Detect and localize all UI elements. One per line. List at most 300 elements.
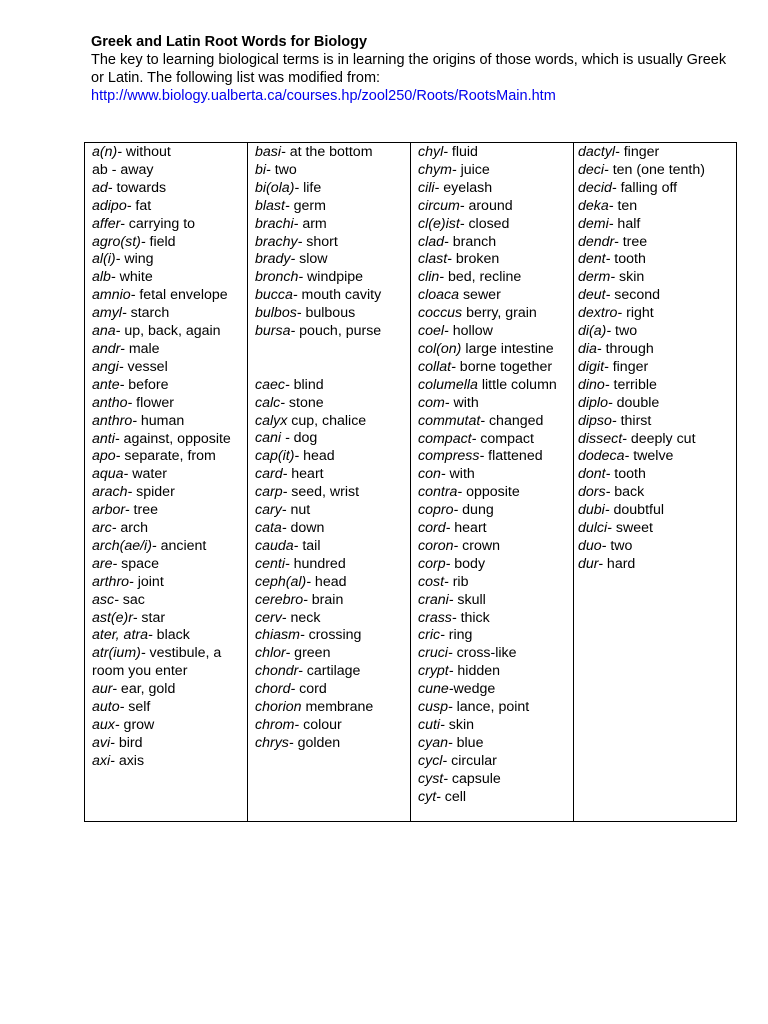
- root-entry: [255, 305, 410, 323]
- root-entry: [418, 753, 573, 771]
- root-term: angi-: [92, 358, 124, 375]
- root-meaning: back: [610, 484, 645, 501]
- root-meaning: lance, point: [452, 699, 530, 716]
- root-entry: [255, 395, 410, 413]
- root-entry: [92, 162, 247, 180]
- root-meaning: cell: [440, 788, 467, 805]
- root-term: bi-: [255, 161, 271, 178]
- root-meaning: skin: [444, 717, 474, 733]
- root-meaning: two: [606, 537, 633, 554]
- root-meaning: ear, gold: [116, 681, 176, 698]
- root-entry: [578, 520, 736, 538]
- root-entry: [578, 395, 736, 413]
- root-meaning: ab - away: [92, 161, 154, 178]
- root-term: digit-: [578, 358, 609, 375]
- root-meaning: opposite: [462, 484, 520, 501]
- root-term: chrom-: [255, 716, 300, 733]
- root-entry: [255, 251, 410, 269]
- root-meaning: right: [622, 305, 654, 322]
- blank-row: [255, 341, 410, 359]
- root-entry: [418, 466, 573, 484]
- root-term: anti-: [92, 430, 120, 447]
- root-term: aux-: [92, 717, 120, 733]
- root-term: aqua-: [92, 466, 129, 483]
- root-meaning: arch: [116, 520, 148, 537]
- root-entry: [255, 574, 410, 592]
- root-term: cloaca: [418, 287, 460, 304]
- root-term: amnio-: [92, 287, 136, 304]
- root-term: dubi-: [578, 502, 610, 519]
- root-meaning: green: [290, 645, 331, 662]
- root-term: circum-: [418, 197, 465, 214]
- root-entry: [418, 180, 573, 198]
- root-term: clast-: [418, 251, 452, 268]
- root-meaning: fetal envelope: [135, 287, 228, 304]
- root-term: deci-: [578, 161, 609, 178]
- root-meaning: before: [124, 376, 169, 393]
- root-meaning: towards: [112, 179, 167, 196]
- root-term: cerv-: [255, 609, 287, 626]
- root-term: chondr-: [255, 663, 303, 680]
- root-entry: [418, 395, 573, 413]
- root-entry: [418, 448, 573, 466]
- root-term: arbor-: [92, 502, 130, 519]
- root-meaning: spider: [132, 484, 175, 501]
- root-meaning: changed: [485, 412, 544, 429]
- root-term: cap(it)-: [255, 448, 300, 465]
- root-meaning: grow: [119, 717, 155, 733]
- root-meaning: ten: [613, 197, 638, 214]
- root-term: con-: [418, 466, 446, 483]
- root-term: derm-: [578, 269, 616, 286]
- root-term: dia-: [578, 340, 602, 357]
- root-term: asc-: [92, 591, 119, 608]
- root-term: ana-: [92, 323, 121, 340]
- root-term: cata-: [255, 520, 287, 536]
- root-meaning: berry, grain: [462, 305, 537, 322]
- root-entry: [255, 735, 410, 753]
- root-term: commutat-: [418, 412, 486, 429]
- root-entry: [578, 162, 736, 180]
- root-term: card-: [255, 466, 288, 483]
- root-entry: [418, 538, 573, 556]
- root-term: cyan-: [418, 734, 453, 751]
- root-term: cric-: [418, 627, 445, 644]
- root-meaning: head: [299, 448, 335, 465]
- root-meaning: up, back, again: [120, 323, 221, 340]
- root-term: dextro-: [578, 305, 623, 322]
- root-meaning: tooth: [610, 251, 646, 268]
- root-entry: [92, 431, 247, 449]
- root-meaning: crossing: [304, 627, 362, 644]
- root-meaning: blue: [452, 734, 484, 751]
- root-meaning: juice: [456, 161, 490, 178]
- root-entry: [578, 377, 736, 395]
- root-words-table: [84, 142, 737, 822]
- root-term: centi-: [255, 555, 290, 572]
- root-entry: [578, 251, 736, 269]
- root-entry: [418, 735, 573, 753]
- root-meaning: sweet: [611, 520, 653, 537]
- root-meaning: vessel: [123, 358, 168, 375]
- root-entry: [578, 269, 736, 287]
- root-meaning: male: [124, 340, 160, 357]
- root-meaning: cross-like: [452, 645, 517, 662]
- root-meaning: axis: [114, 752, 145, 769]
- root-entry: [92, 234, 247, 252]
- root-entry: [418, 251, 573, 269]
- root-meaning: capsule: [447, 770, 501, 787]
- root-entry: [92, 251, 247, 269]
- root-entry: [578, 466, 736, 484]
- blank-row: [255, 359, 410, 377]
- root-meaning: separate, from: [120, 448, 216, 465]
- root-meaning: carrying to: [124, 215, 196, 232]
- root-term: coron-: [418, 537, 459, 554]
- root-term: arch(ae/i)-: [92, 537, 157, 554]
- root-term: andr-: [92, 340, 125, 357]
- root-meaning: heart: [287, 466, 324, 483]
- root-meaning: arm: [298, 215, 327, 232]
- root-entry: [255, 162, 410, 180]
- root-entry: [92, 413, 247, 431]
- root-term: deut-: [578, 287, 611, 304]
- root-term: chorion: [255, 699, 302, 716]
- root-term: cerebro-: [255, 591, 308, 608]
- root-entry: [418, 377, 573, 395]
- root-entry: [92, 305, 247, 323]
- root-entry: [255, 448, 410, 466]
- root-term: bi(ola)-: [255, 179, 300, 196]
- root-term: crypt-: [418, 663, 454, 680]
- root-meaning: sac: [118, 591, 145, 608]
- root-term: cord-: [418, 520, 451, 537]
- root-meaning: terrible: [609, 376, 657, 393]
- root-meaning: little column: [477, 376, 557, 393]
- root-entry: [92, 180, 247, 198]
- root-entry: [92, 502, 247, 520]
- root-entry: [418, 520, 573, 538]
- root-term: dipso-: [578, 412, 617, 429]
- root-meaning: broken: [451, 251, 500, 268]
- root-entry: [578, 341, 736, 359]
- table-column-b-c: [248, 143, 411, 821]
- root-term: dont-: [578, 466, 611, 483]
- root-term: compact-: [418, 430, 477, 447]
- root-entry: [418, 574, 573, 592]
- root-entry: [255, 717, 410, 735]
- root-term: apo-: [92, 448, 121, 465]
- root-term: a(n)-: [92, 144, 122, 160]
- root-entry: [255, 430, 410, 448]
- root-term: cuti-: [418, 717, 445, 733]
- root-term: aur-: [92, 681, 117, 698]
- root-entry: [578, 180, 736, 198]
- root-entry: [92, 627, 247, 645]
- root-entry: [418, 216, 573, 234]
- root-entry: [418, 359, 573, 377]
- root-term: calc-: [255, 394, 285, 411]
- root-term: decid-: [578, 179, 617, 196]
- root-meaning: large intestine: [461, 340, 554, 357]
- root-term: dodeca-: [578, 448, 630, 465]
- root-meaning: circular: [447, 752, 497, 769]
- root-entry: [418, 681, 573, 699]
- root-entry: [92, 717, 247, 735]
- root-entry: [92, 645, 247, 681]
- root-entry: [92, 198, 247, 216]
- root-term: cani -: [255, 430, 290, 447]
- root-term: deka-: [578, 197, 614, 214]
- root-term: calyx: [255, 412, 288, 429]
- root-meaning: blind: [289, 376, 324, 393]
- root-entry: [255, 484, 410, 502]
- root-entry: [92, 610, 247, 628]
- root-entry: [255, 627, 410, 645]
- root-meaning: colour: [299, 716, 342, 733]
- root-meaning: down: [286, 520, 325, 536]
- root-meaning: water: [128, 466, 167, 483]
- root-entry: [418, 341, 573, 359]
- root-meaning: rib: [448, 573, 469, 590]
- root-term: cycl-: [418, 752, 448, 769]
- root-term: cili-: [418, 179, 440, 196]
- root-entry: [418, 502, 573, 520]
- root-meaning: seed, wrist: [287, 484, 360, 501]
- root-term: caec-: [255, 376, 290, 393]
- root-meaning: tree: [618, 233, 648, 250]
- root-meaning: eyelash: [439, 179, 493, 196]
- root-meaning: wing: [120, 251, 154, 268]
- root-term: bucca-: [255, 287, 298, 304]
- root-term: com-: [418, 394, 450, 411]
- root-term: dissect-: [578, 430, 627, 447]
- root-term: auto-: [92, 699, 125, 716]
- root-entry: [418, 431, 573, 449]
- root-entry: [418, 323, 573, 341]
- root-term: dactyl-: [578, 144, 620, 160]
- root-term: alb-: [92, 269, 116, 286]
- source-link[interactable]: http://www.biology.ualberta.ca/courses.hp/zool250/Roots/RootsMain.htm: [91, 88, 556, 104]
- root-meaning: neck: [286, 609, 321, 626]
- root-meaning: mouth cavity: [297, 287, 382, 304]
- root-entry: [92, 448, 247, 466]
- root-entry: [92, 735, 247, 753]
- root-entry: [92, 538, 247, 556]
- root-entry: [255, 699, 410, 717]
- root-term: chlor-: [255, 645, 291, 662]
- root-term: ast(e)r-: [92, 609, 138, 626]
- root-entry: [92, 341, 247, 359]
- root-entry: [418, 413, 573, 431]
- root-term: clad-: [418, 233, 449, 250]
- root-meaning: falling off: [616, 179, 678, 196]
- root-meaning: double: [612, 394, 660, 411]
- root-term: cost-: [418, 573, 449, 590]
- root-meaning: space: [117, 555, 160, 572]
- root-meaning: hollow: [448, 323, 493, 340]
- root-entry: [418, 645, 573, 663]
- root-entry: [578, 484, 736, 502]
- root-meaning: life: [299, 179, 322, 196]
- root-term: contra-: [418, 484, 463, 501]
- root-meaning: hidden: [453, 663, 501, 680]
- root-meaning: borne together: [455, 358, 553, 375]
- root-meaning: star: [137, 609, 166, 626]
- root-meaning: black: [152, 627, 190, 644]
- root-entry: [418, 771, 573, 789]
- root-meaning: slow: [295, 251, 328, 268]
- root-meaning: golden: [293, 734, 341, 751]
- root-term: amyl-: [92, 305, 127, 322]
- root-term: al(i)-: [92, 251, 121, 268]
- root-meaning: wedge: [453, 681, 496, 698]
- root-meaning: crown: [458, 537, 501, 554]
- root-meaning: tail: [298, 537, 321, 554]
- root-entry: [418, 144, 573, 162]
- root-entry: [418, 699, 573, 717]
- root-entry: [92, 484, 247, 502]
- root-term: arc-: [92, 520, 117, 537]
- root-term: affer-: [92, 215, 125, 232]
- root-meaning: brain: [307, 591, 344, 608]
- root-term: adipo-: [92, 197, 132, 214]
- root-term: anthro-: [92, 412, 137, 429]
- root-entry: [92, 753, 247, 771]
- root-term: ceph(al)-: [255, 573, 311, 590]
- root-entry: [578, 413, 736, 431]
- root-meaning: bulbous: [301, 305, 356, 322]
- root-meaning: ring: [444, 627, 473, 644]
- root-term: axi-: [92, 752, 115, 769]
- root-term: cyst-: [418, 770, 448, 787]
- root-meaning: branch: [448, 233, 497, 250]
- root-term: dendr-: [578, 233, 619, 250]
- root-term: cyt-: [418, 788, 441, 805]
- root-term: blast-: [255, 197, 290, 214]
- root-meaning: skull: [453, 591, 486, 608]
- root-entry: [578, 198, 736, 216]
- root-term: duo-: [578, 537, 607, 554]
- root-meaning: cup, chalice: [287, 412, 367, 429]
- root-term: corp-: [418, 555, 451, 572]
- root-meaning: field: [145, 233, 176, 250]
- root-entry: [255, 502, 410, 520]
- root-entry: [92, 377, 247, 395]
- root-term: chym-: [418, 161, 457, 178]
- root-meaning: flattened: [484, 448, 543, 465]
- root-term: crass-: [418, 609, 457, 626]
- root-entry: [255, 556, 410, 574]
- root-term: coccus: [418, 305, 463, 322]
- root-meaning: cartilage: [302, 663, 361, 680]
- root-term: chord-: [255, 681, 296, 698]
- root-entry: [578, 144, 736, 162]
- root-meaning: around: [464, 197, 513, 214]
- root-entry: [255, 466, 410, 484]
- root-entry: [418, 789, 573, 807]
- root-entry: [92, 699, 247, 717]
- root-term: cary-: [255, 502, 287, 519]
- root-term: brady-: [255, 251, 296, 268]
- root-entry: [92, 681, 247, 699]
- root-meaning: membrane: [301, 699, 374, 716]
- root-entry: [578, 431, 736, 449]
- root-entry: [92, 466, 247, 484]
- root-term: brachi-: [255, 215, 299, 232]
- root-entry: [92, 323, 247, 341]
- root-entry: [255, 323, 410, 341]
- root-meaning: two: [611, 323, 638, 340]
- root-meaning: germ: [289, 197, 326, 214]
- root-meaning: human: [136, 412, 185, 429]
- root-term: cauda-: [255, 537, 299, 554]
- root-entry: [255, 610, 410, 628]
- root-entry: [418, 162, 573, 180]
- root-meaning: thirst: [616, 412, 652, 429]
- root-term: copro-: [418, 502, 459, 519]
- root-entry: [92, 592, 247, 610]
- root-meaning: skin: [615, 269, 645, 286]
- root-meaning: vestibule, a room you enter: [92, 645, 222, 680]
- root-meaning: hundred: [289, 555, 346, 572]
- root-term: brachy-: [255, 233, 303, 250]
- table-column-a: [85, 143, 248, 821]
- root-entry: [255, 592, 410, 610]
- root-meaning: white: [115, 269, 153, 286]
- root-meaning: cord: [295, 681, 327, 698]
- root-term: carp-: [255, 484, 288, 501]
- root-entry: [578, 323, 736, 341]
- root-meaning: with: [445, 466, 475, 483]
- root-meaning: pouch, purse: [295, 323, 382, 340]
- root-term: cune-: [418, 681, 454, 698]
- root-meaning: dung: [458, 502, 494, 519]
- root-entry: [255, 234, 410, 252]
- root-term: arthro-: [92, 573, 134, 590]
- root-meaning: through: [601, 340, 654, 357]
- root-meaning: at the bottom: [285, 144, 373, 160]
- root-entry: [92, 269, 247, 287]
- root-entry: [418, 610, 573, 628]
- root-term: chrys-: [255, 734, 294, 751]
- root-meaning: sewer: [459, 287, 501, 304]
- root-term: atr(ium)-: [92, 645, 146, 662]
- root-entry: [92, 144, 247, 162]
- root-entry: [418, 663, 573, 681]
- root-term: cruci-: [418, 645, 453, 662]
- root-meaning: windpipe: [303, 269, 364, 286]
- root-meaning: nut: [286, 502, 311, 519]
- root-meaning: compact: [476, 430, 534, 447]
- root-meaning: deeply cut: [626, 430, 696, 447]
- root-meaning: two: [270, 161, 297, 178]
- table-column-d: [574, 143, 736, 821]
- root-meaning: with: [449, 394, 479, 411]
- root-meaning: bird: [114, 734, 143, 751]
- root-meaning: half: [613, 215, 641, 232]
- root-term: are-: [92, 555, 118, 572]
- root-entry: [418, 234, 573, 252]
- root-term: dino-: [578, 376, 610, 393]
- root-term: bronch-: [255, 269, 304, 286]
- root-meaning: short: [302, 233, 338, 250]
- root-meaning: dog: [289, 430, 318, 447]
- root-term: dent-: [578, 251, 611, 268]
- root-meaning: starch: [126, 305, 170, 322]
- root-term: bulbos-: [255, 305, 302, 322]
- root-meaning: finger: [608, 358, 649, 375]
